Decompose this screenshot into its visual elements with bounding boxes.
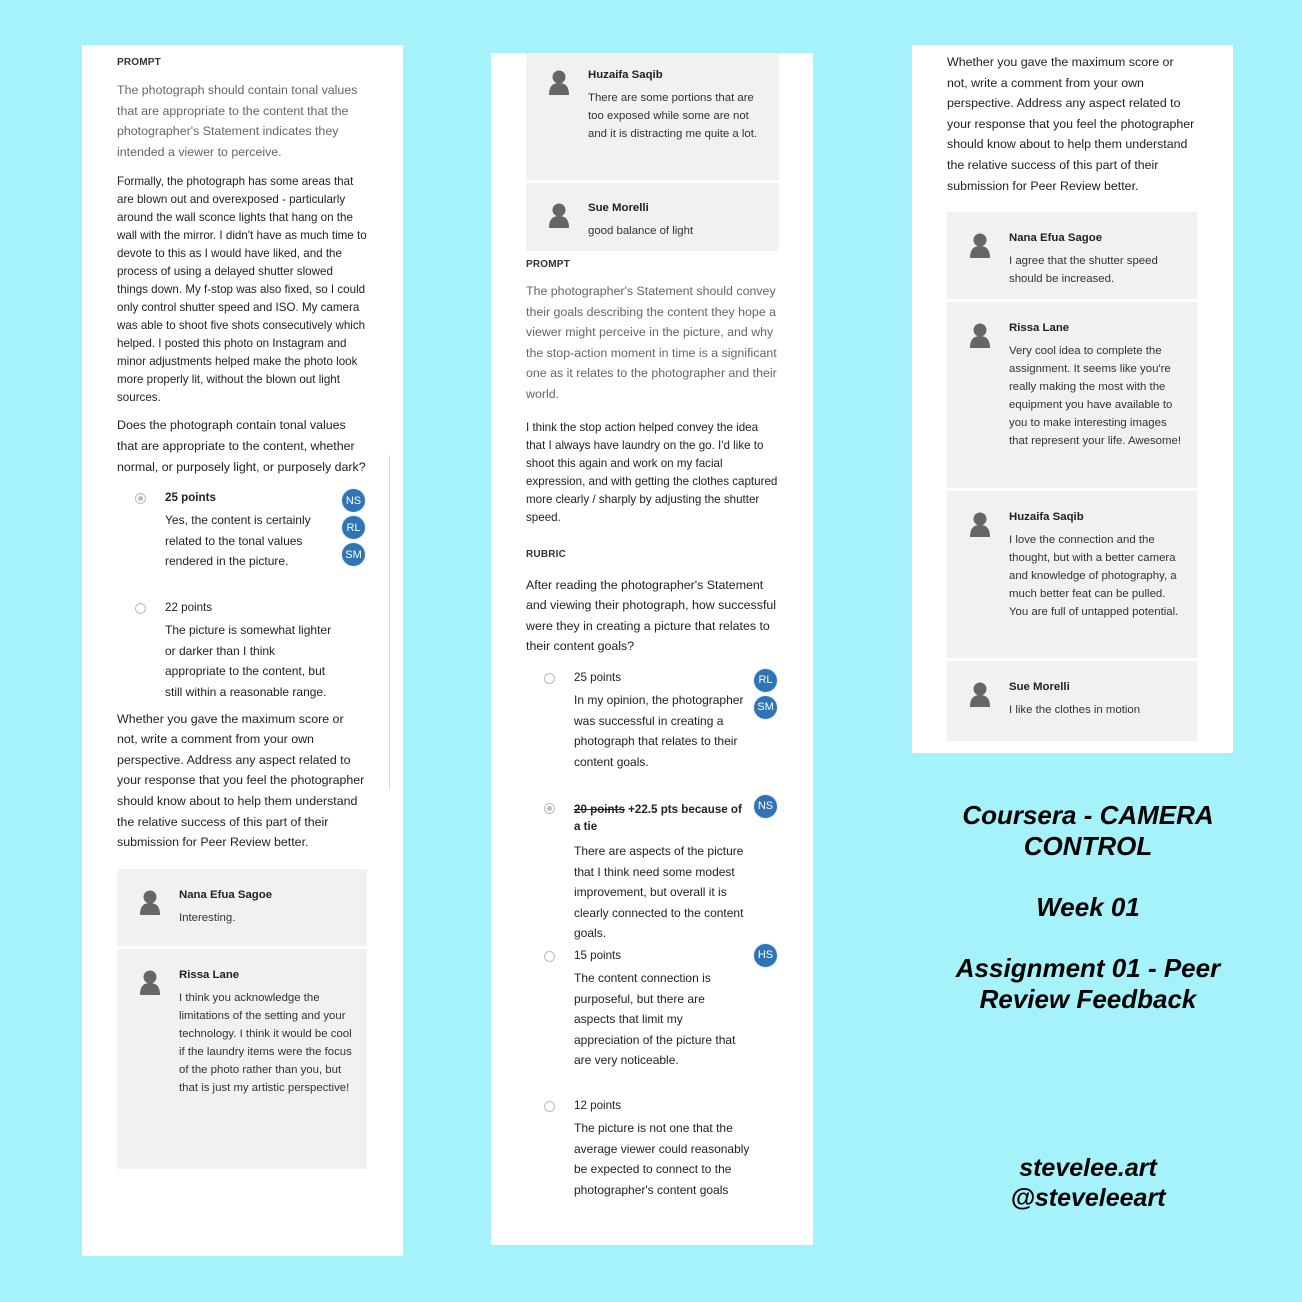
option-points: 15 points — [574, 948, 622, 962]
rubric-option-12[interactable] — [526, 1099, 779, 1200]
comment-text: good balance of light — [588, 225, 694, 237]
prompt-text: The photograph should contain tonal values that are appropriate to the content that the photographer's Statement indicates they intended a viewer to perceive. — [117, 83, 358, 159]
option-points: 22 points — [165, 601, 213, 615]
struck-points: 20 points — [574, 802, 625, 816]
user-avatar-icon — [969, 511, 991, 537]
rubric-label: RUBRIC — [526, 548, 567, 560]
title-line: Review Feedback — [979, 984, 1197, 1014]
option-points: 12 points — [574, 1098, 622, 1112]
comment-card — [526, 183, 779, 251]
comment-card — [947, 302, 1197, 488]
option-points — [574, 801, 750, 835]
prompt-label: PROMPT — [526, 259, 570, 270]
option-description: In my opinion, the photographer was successful in creating a photograph that relates to their content goals. — [574, 692, 744, 769]
comment-card — [117, 949, 367, 1169]
comment-card — [526, 53, 779, 180]
grader-badge: RL — [753, 668, 778, 693]
week-title — [912, 892, 1264, 923]
commenter-name: Nana Efua Sagoe — [1009, 232, 1103, 245]
rubric-option-25[interactable] — [117, 491, 367, 595]
title-line: CONTROL — [1023, 831, 1153, 861]
commenter-name: Rissa Lane — [1009, 322, 1070, 335]
radio-icon[interactable] — [135, 603, 146, 614]
comment-text: I agree that the shutter speed should be increased. — [1009, 255, 1158, 286]
user-avatar-icon — [969, 232, 991, 258]
title-line: Week 01 — [1036, 892, 1140, 922]
submission-response: I think the stop action helped convey the idea that I always have laundry on the go. I'd like to shoot this again and work on my facial expression, and with getting the clothes captured more clearly / sharply by adjusting the shutter speed. — [526, 420, 778, 524]
commenter-name: Sue Morelli — [588, 202, 649, 214]
rubric-option-20[interactable] — [526, 801, 779, 949]
title-line: Assignment 01 - Peer — [955, 953, 1221, 983]
commenter-name: Huzaifa Saqib — [1009, 511, 1084, 524]
commenter-name: Nana Efua Sagoe — [179, 888, 273, 901]
review-panel-content-goals — [491, 53, 813, 1245]
option-description: Yes, the content is certainly related to the tonal values rendered in the picture. — [165, 513, 311, 569]
option-description: The picture is not one that the average viewer could reasonably be expected to connect to the photographer's content goals — [574, 1120, 750, 1197]
review-panel-comments — [912, 45, 1233, 753]
radio-selected-icon[interactable] — [135, 493, 146, 504]
comment-card — [117, 869, 367, 946]
option-description: The content connection is purposeful, but there are aspects that limit my appreciation of the picture that are very noticeable. — [574, 970, 736, 1068]
commenter-name: Sue Morelli — [1009, 681, 1070, 694]
user-avatar-icon — [548, 69, 570, 95]
user-avatar-icon — [969, 681, 991, 707]
rubric-option-25[interactable] — [526, 671, 779, 795]
grader-badges — [753, 794, 779, 821]
social-handle: @steveleeart — [1010, 1184, 1166, 1212]
grader-badge: RL — [341, 515, 366, 540]
option-description: There are aspects of the picture that I think need some modest improvement, but overall it is clearly connected to the content goals. — [574, 843, 744, 941]
radio-icon[interactable] — [544, 951, 555, 962]
user-avatar-icon — [548, 202, 570, 228]
user-avatar-icon — [139, 969, 161, 995]
grader-badge: SM — [753, 695, 778, 720]
submission-response: Formally, the photograph has some areas that are blown out and overexposed - particularly around the wall sconce lights that hang on the wall with the mirror. I didn't have as much time to devote to this as I would have liked, and the process of using a delayed shutter slowed things down. My f-stop was also fixed, so I could only control shutter speed and ISO. My camera was able to shoot five shots consecutively which helped. I posted this photo on Instagram and minor adjustments helped make the photo look more properly lit, without the blown out light sources. — [117, 175, 367, 405]
grader-badge: NS — [341, 488, 366, 513]
grader-badge: HS — [753, 943, 778, 968]
adjusted-points: +22.5 pts because of a tie — [574, 802, 742, 833]
prompt-label: PROMPT — [117, 57, 161, 68]
option-points: 25 points — [165, 491, 216, 505]
rubric-option-15[interactable] — [526, 949, 779, 1099]
comment-card — [947, 212, 1197, 299]
comment-card — [947, 661, 1197, 741]
peer-comments — [526, 53, 779, 251]
grader-badge: NS — [753, 794, 778, 819]
grader-badges — [341, 488, 367, 569]
prompt-text: The photographer's Statement should convey their goals describing the content they hope a viewer might perceive in the picture, and why the stop-action moment in time is a significant one as it relates to the photographer and their world. — [526, 284, 777, 401]
option-points: 25 points — [574, 670, 622, 684]
title-line: Coursera - CAMERA — [962, 800, 1214, 830]
review-panel-tonal-values — [82, 45, 403, 1256]
peer-comments — [117, 869, 367, 1169]
commenter-name: Rissa Lane — [179, 968, 240, 981]
option-description: The picture is somewhat lighter or darker than I think appropriate to the content, but still within a reasonable range. — [165, 623, 332, 699]
scrollbar-divider — [389, 455, 390, 790]
user-avatar-icon — [969, 322, 991, 348]
comment-card — [947, 491, 1197, 658]
artist-credit — [912, 1153, 1264, 1213]
radio-icon[interactable] — [544, 673, 555, 684]
radio-icon[interactable] — [544, 1101, 555, 1112]
rubric-option-22[interactable] — [117, 601, 367, 702]
comment-text: I like the clothes in motion — [1009, 704, 1141, 717]
peer-comments — [947, 212, 1197, 741]
comment-instructions: Whether you gave the maximum score or not, write a comment from your own perspective. Address any aspect related to your response that you feel the photographer should know about to help them understand the relative success of this part of their submission for Peer Review better. — [117, 711, 365, 850]
commenter-name: Huzaifa Saqib — [588, 69, 663, 81]
grader-badges — [753, 668, 779, 722]
rubric-question: Does the photograph contain tonal values that are appropriate to the content, whether normal, or purposely light, or purposely dark? — [117, 418, 366, 474]
comment-instructions: Whether you gave the maximum score or not, write a comment from your own perspective. Address any aspect related to your response that you feel the photographer should know about to help them understand the relative success of this part of their submission for Peer Review better. — [947, 55, 1195, 193]
website-text: stevelee.art — [1019, 1154, 1157, 1182]
comment-text: Interesting. — [179, 911, 236, 924]
user-avatar-icon — [139, 889, 161, 915]
comment-text: There are some portions that are too exposed while some are not and it is distracting me quite a lot. — [588, 92, 758, 140]
course-title — [912, 800, 1264, 862]
comment-text: Very cool idea to complete the assignment. It seems like you're really making the most with the equipment you have available to you to make interesting images that represent your life. Awesome! — [1009, 345, 1182, 448]
radio-selected-icon[interactable] — [544, 803, 555, 814]
comment-text: I think you acknowledge the limitations of the setting and your technology. I think it would be cool if the laundry items were the focus of the photo rather than you, but that is just my artistic perspective! — [179, 991, 352, 1094]
rubric-question: After reading the photographer's Statement and viewing their photograph, how successful were they in creating a picture that relates to their content goals? — [526, 577, 777, 654]
grader-badges — [753, 943, 779, 970]
grader-badge: SM — [341, 542, 366, 567]
assignment-title — [912, 953, 1264, 1015]
comment-text: I love the connection and the thought, but with a better camera and knowledge of photography, a much better feat can be pulled. You are full of untapped potential. — [1009, 534, 1179, 619]
